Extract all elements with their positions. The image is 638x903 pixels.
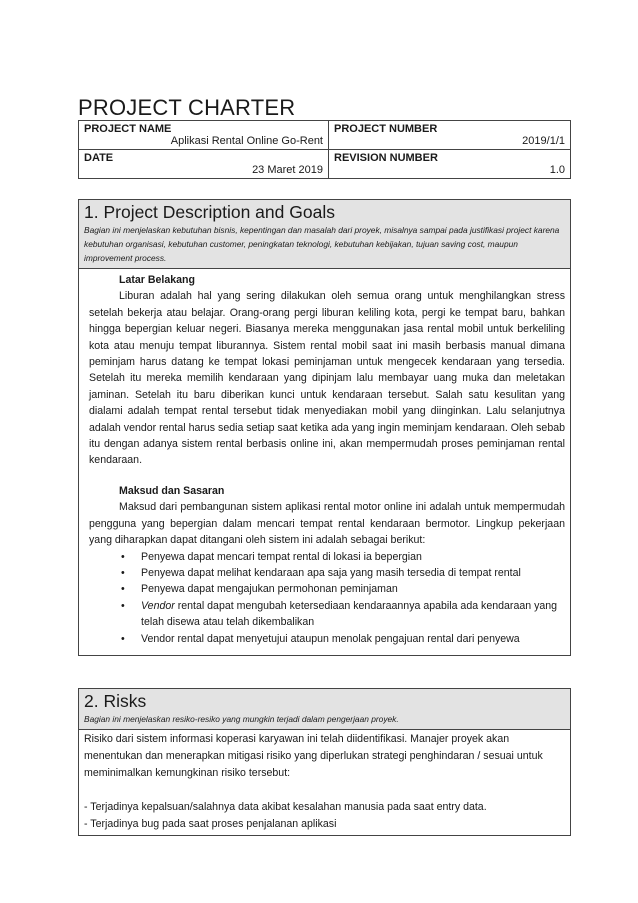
project-name-label: PROJECT NAME [84, 123, 172, 135]
bullet-dot-icon: • [121, 599, 125, 612]
section-header [79, 200, 570, 269]
bullet-text: rental dapat mengubah ketersediaan kendaraannya apabila ada kendaraan yang telah disewa atau telah dikembalikan [141, 599, 558, 629]
section-body [79, 730, 570, 835]
bullet-text: Vendor rental dapat menyetujui ataupun menolak pengajuan rental dari penyewa [141, 632, 520, 645]
project-name-value: Aplikasi Rental Online Go-Rent [170, 135, 323, 147]
date-label: DATE [84, 152, 114, 164]
revision-cell [329, 150, 571, 179]
goal-bullet-item [121, 549, 565, 565]
bullet-dot-icon: • [121, 583, 125, 596]
revision-value: 1.0 [549, 164, 565, 176]
section-title: 2. Risks [84, 691, 147, 711]
date-cell [79, 150, 329, 179]
bullet-text: Penyewa dapat mencari tempat rental di lokasi ia bepergian [141, 550, 422, 563]
project-number-label: PROJECT NUMBER [334, 123, 438, 135]
section-title: 1. Project Description and Goals [84, 202, 335, 222]
risks-intro: Risiko dari sistem informasi koperasi karyawan ini telah diidentifikasi. Manajer proyek akan menentukan dan menerapkan mitigasi risiko yang diperlukan strategi penghindaran / sesuai untuk meminimalkan kemungkinan risiko tersebut: [84, 733, 543, 779]
background-paragraph: Liburan adalah hal yang sering dilakukan oleh semua orang untuk menghilangkan stress setelah bekerja atau belajar. Orang-orang pergi liburan keliling kota, pergi ke tempat baru, bahkan hingga bepergian keluar negeri. Biasanya mereka menggunakan jasa rental mobil untuk berkeliling kota atau menuju tempat liburannya. Sistem rental mobil saat ini masih berbasis manual dimana peminjam harus datang ke tempat lokasi peminjaman untuk mengecek kendaraan yang tersedia. Setelah itu mereka memilih kendaraan yang dipinjam lalu membayar uang muka dan meletakan jaminan. Setelah itu baru diberikan kunci untuk kendaraan tersebut. Salah satu kesulitan yang dialami adalah tempat rental tersebut tidak menyediakan mobil yang diinginkan. Lalu selanjutnya adalah vendor rental harus sedia setiap saat ketika ada yang ingin meminjam kendaraan. Oleh sebab itu dengan adanya sistem rental berbasis online ini, akan mempermudah proses peminjaman rental kendaraan. [89, 290, 565, 467]
risk-item: - Terjadinya kepalsuan/salahnya data akibat kesalahan manusia pada saat entry data. [84, 801, 487, 813]
goal-bullet-item [121, 598, 565, 631]
section-body [79, 269, 570, 655]
bullet-dot-icon: • [121, 632, 125, 645]
risk-list [84, 799, 565, 833]
goals-paragraph: Maksud dari pembangunan sistem aplikasi rental motor online ini adalah untuk mempermudah pengguna yang bepergian dalam mencari tempat rental kendaraan bermotor. Lingkup pekerjaan yang diharapkan dapat ditangani oleh sistem ini adalah sebagai berikut: [89, 501, 565, 547]
date-value: 23 Maret 2019 [252, 164, 323, 176]
project-number-cell [329, 121, 571, 150]
goal-bullet-item [121, 565, 565, 581]
bullet-dot-icon: • [121, 550, 125, 563]
goal-bullet-item [121, 581, 565, 597]
background-title: Latar Belakang [119, 274, 195, 286]
project-number-value: 2019/1/1 [522, 135, 565, 147]
bullet-dot-icon: • [121, 566, 125, 579]
revision-label: REVISION NUMBER [334, 152, 438, 164]
section-description: Bagian ini menjelaskan resiko-resiko yang mungkin terjadi dalam pengerjaan proyek. [84, 714, 399, 724]
document-title: PROJECT CHARTER [78, 95, 296, 120]
bullet-text: Penyewa dapat mengajukan permohonan peminjaman [141, 583, 398, 596]
bullet-emphasis: Vendor [141, 599, 175, 612]
bullet-text: Penyewa dapat melihat kendaraan apa saja yang masih tersedia di tempat rental [141, 566, 521, 579]
project-meta-table [78, 120, 571, 179]
risk-item: - Terjadinya bug pada saat proses penjalanan aplikasi [84, 818, 337, 830]
section-header [79, 689, 570, 730]
goals-bullet-list [89, 549, 565, 647]
section-project-description [78, 199, 571, 656]
project-name-cell [79, 121, 329, 150]
goals-title: Maksud dan Sasaran [119, 484, 225, 497]
section-risks [78, 688, 571, 836]
section-description: Bagian ini menjelaskan kebutuhan bisnis, kepentingan dan masalah dari proyek, misalnya sampai pada justifikasi project karena kebutuhan organisasi, kebutuhan customer, peningkatan teknologi, kebutuhan kebijakan, tujuan saving cost, maupun improvement process. [84, 225, 560, 263]
goal-bullet-item [121, 631, 565, 647]
